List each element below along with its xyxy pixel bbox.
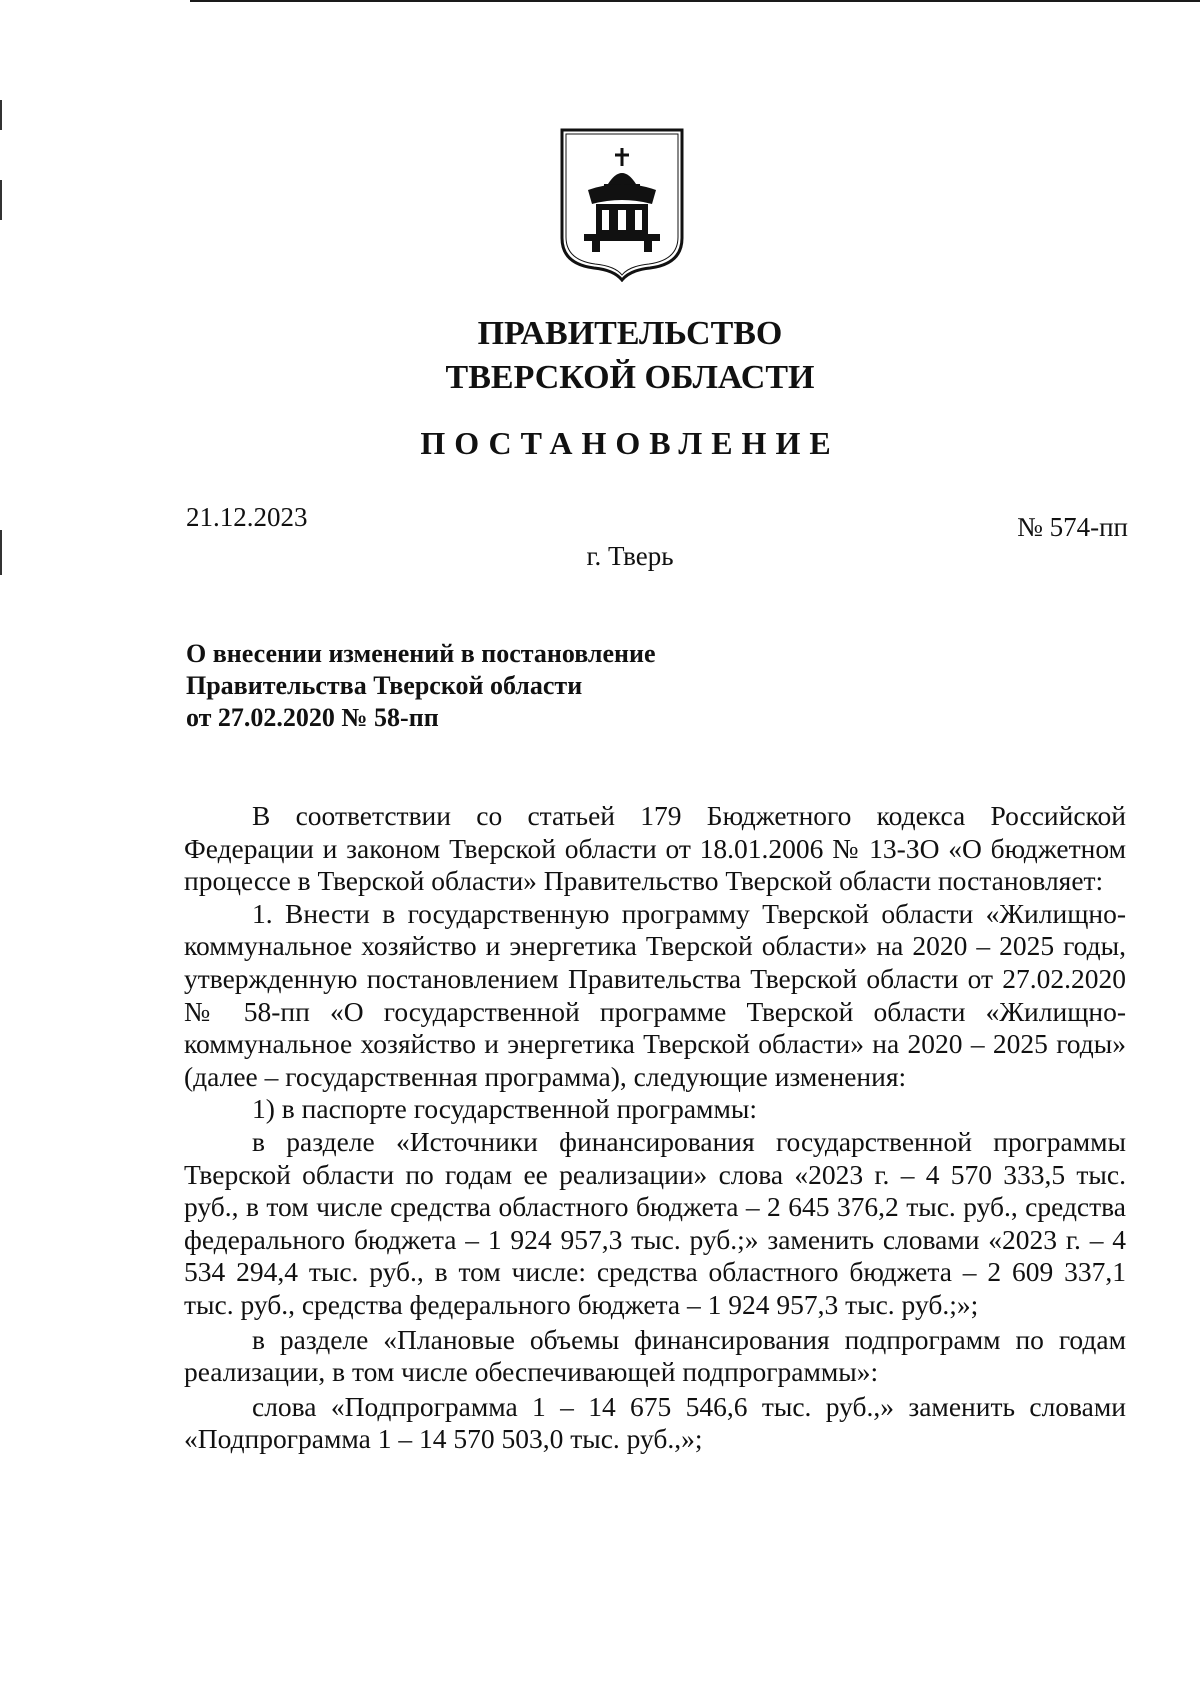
- decree-title: ПОСТАНОВЛЕНИЕ: [420, 425, 840, 461]
- scan-left-edge-mark: [0, 100, 2, 130]
- decree-number: № 574-пп: [1017, 512, 1128, 542]
- scan-top-border: [190, 0, 1200, 2]
- decree-date: 21.12.2023: [186, 502, 308, 532]
- decree-city: г. Тверь: [586, 541, 674, 571]
- body-paragraph: в разделе «Источники финансирования государственной программы Тверской области по годам ее реализации» слова «2023 г. – 4 570 333,5 тыс. руб., в том числе средства областного бюджета – 2 645 376,2 тыс. руб., средства федерального бюджета – 1 924 957,3 тыс. руб.;» заменить словами «2023 г. – 4 534 294,4 тыс. руб., в том числе: средства областного бюджета – 2 609 337,1 тыс. руб., средства федерального бюджета – 1 924 957,3 тыс. руб.;»;: [184, 1125, 1126, 1320]
- body-paragraph: слова «Подпрограмма 1 – 14 675 546,6 тыс. руб.,» заменить словами «Подпрограмма 1 – 14 570 503,0 тыс. руб.,»;: [184, 1390, 1126, 1455]
- body-paragraph: в разделе «Плановые объемы финансирования подпрограмм по годам реализации, в том числе обеспечивающей подпрограммы»:: [184, 1323, 1126, 1388]
- government-name: [0, 312, 1200, 400]
- body-paragraph: В соответствии со статьей 179 Бюджетного кодекса Российской Федерации и законом Тверской области от 18.01.2006 № 13-ЗО «О бюджетном процессе в Тверской области» Правительство Тверской области постановляет:: [184, 800, 1126, 897]
- coat-of-arms-emblem: [558, 126, 686, 282]
- government-name-line: ПРАВИТЕЛЬСТВО: [477, 315, 783, 352]
- body-paragraph: 1. Внести в государственную программу Тверской области «Жилищно-коммунальное хозяйство и энергетика Тверской области» на 2020 – 2025 годы, утвержденную постановлением Правительства Тверской области от 27.02.2020 № 58-пп «О государственной программе Тверской области «Жилищно-коммунальное хозяйство и энергетика Тверской области» на 2020 – 2025 годы» (далее – государственная программа), следующие изменения:: [184, 897, 1126, 1092]
- body-paragraph: 1) в паспорте государственной программы:: [252, 1093, 757, 1125]
- scan-left-edge-mark: [0, 180, 2, 220]
- subject-line: от 27.02.2020 № 58-пп: [186, 703, 439, 732]
- decree-subject: [186, 638, 656, 734]
- subject-line: Правительства Тверской области: [186, 671, 583, 700]
- decree-body: [184, 800, 1126, 1456]
- government-name-line: ТВЕРСКОЙ ОБЛАСТИ: [445, 359, 815, 396]
- subject-line: О внесении изменений в постановление: [186, 639, 656, 668]
